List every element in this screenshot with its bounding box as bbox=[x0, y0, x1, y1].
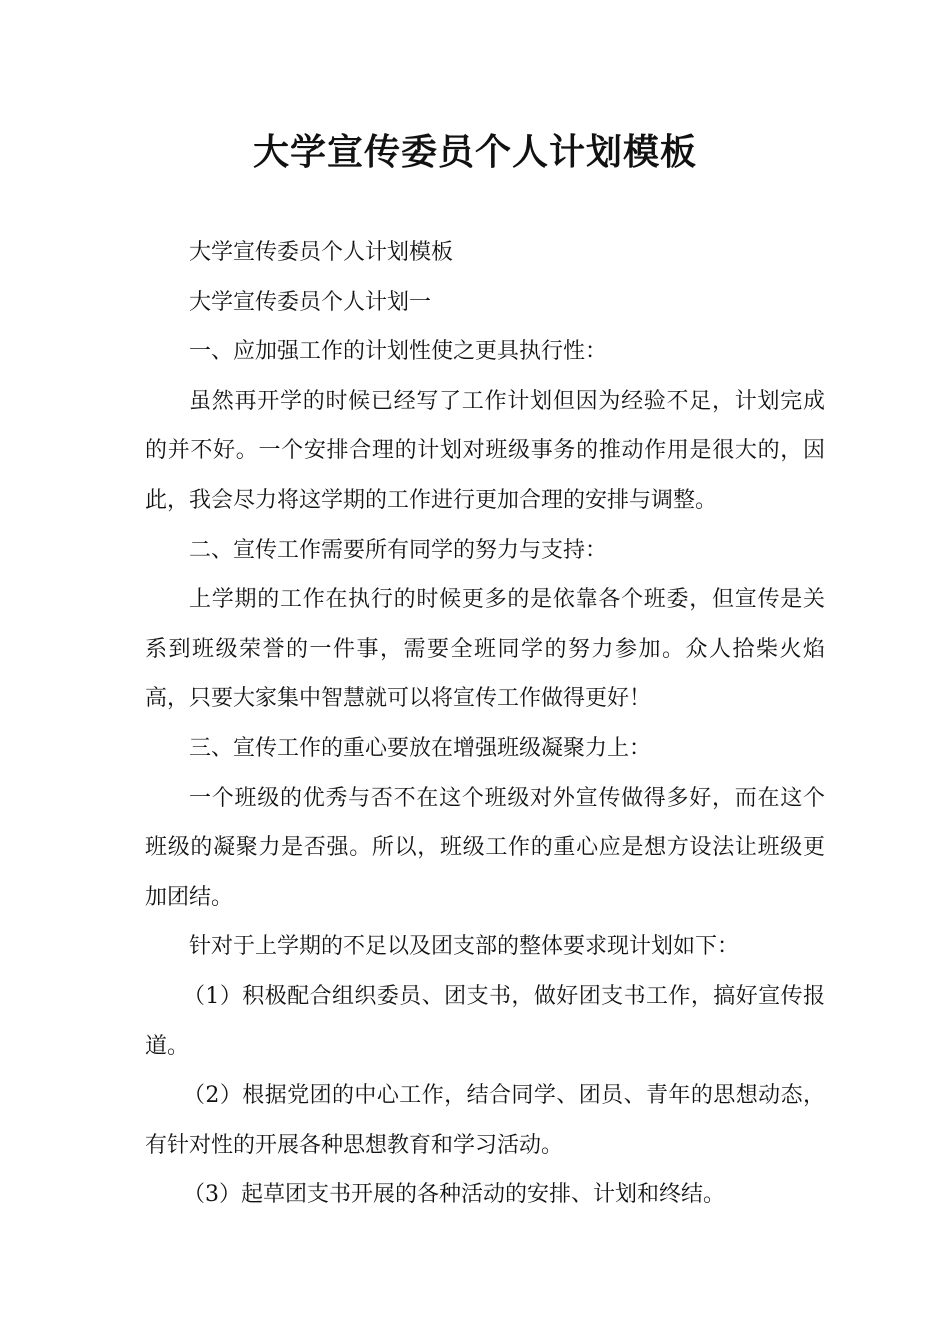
list-item-2: （2）根据党团的中心工作，结合同学、团员、青年的思想动态，有针对性的开展各种思想教育和学习活动。 bbox=[145, 1083, 825, 1158]
document-body bbox=[145, 228, 825, 1220]
paragraph-plan-heading: 大学宣传委员个人计划一 bbox=[189, 289, 432, 315]
paragraph-section-2-heading: 二、宣传工作需要所有同学的努力与支持： bbox=[189, 537, 608, 563]
list-item-3: （3）起草团支书开展的各种活动的安排、计划和终结。 bbox=[183, 1182, 725, 1208]
list-item-1: （1）积极配合组织委员、团支书，做好团支书工作，搞好宣传报道。 bbox=[145, 983, 825, 1059]
paragraph-section-2-body: 上学期的工作在执行的时候更多的是依靠各个班委，但宣传是关系到班级荣誉的一件事，需要全班同学的努力参加。众人拾柴火焰高，只要大家集中智慧就可以将宣传工作做得更好！ bbox=[145, 587, 825, 712]
paragraph-plan-intro: 针对于上学期的不足以及团支部的整体要求现计划如下： bbox=[189, 934, 740, 960]
paragraph-subtitle: 大学宣传委员个人计划模板 bbox=[189, 240, 454, 265]
paragraph-section-3-body: 一个班级的优秀与否不在这个班级对外宣传做得多好，而在这个班级的凝聚力是否强。所以，班级工作的重心应是想方设法让班级更加团结。 bbox=[145, 785, 825, 910]
paragraph-section-1-heading: 一、应加强工作的计划性使之更具执行性： bbox=[189, 339, 608, 365]
paragraph-section-1-body: 虽然再开学的时候已经写了工作计划但因为经验不足，计划完成的并不好。一个安排合理的计划对班级事务的推动作用是很大的，因此，我会尽力将这学期的工作进行更加合理的安排与调整。 bbox=[145, 388, 825, 513]
document-title: 大学宣传委员个人计划模板 bbox=[252, 132, 697, 173]
paragraph-section-3-heading: 三、宣传工作的重心要放在增强班级凝聚力上： bbox=[189, 735, 652, 761]
